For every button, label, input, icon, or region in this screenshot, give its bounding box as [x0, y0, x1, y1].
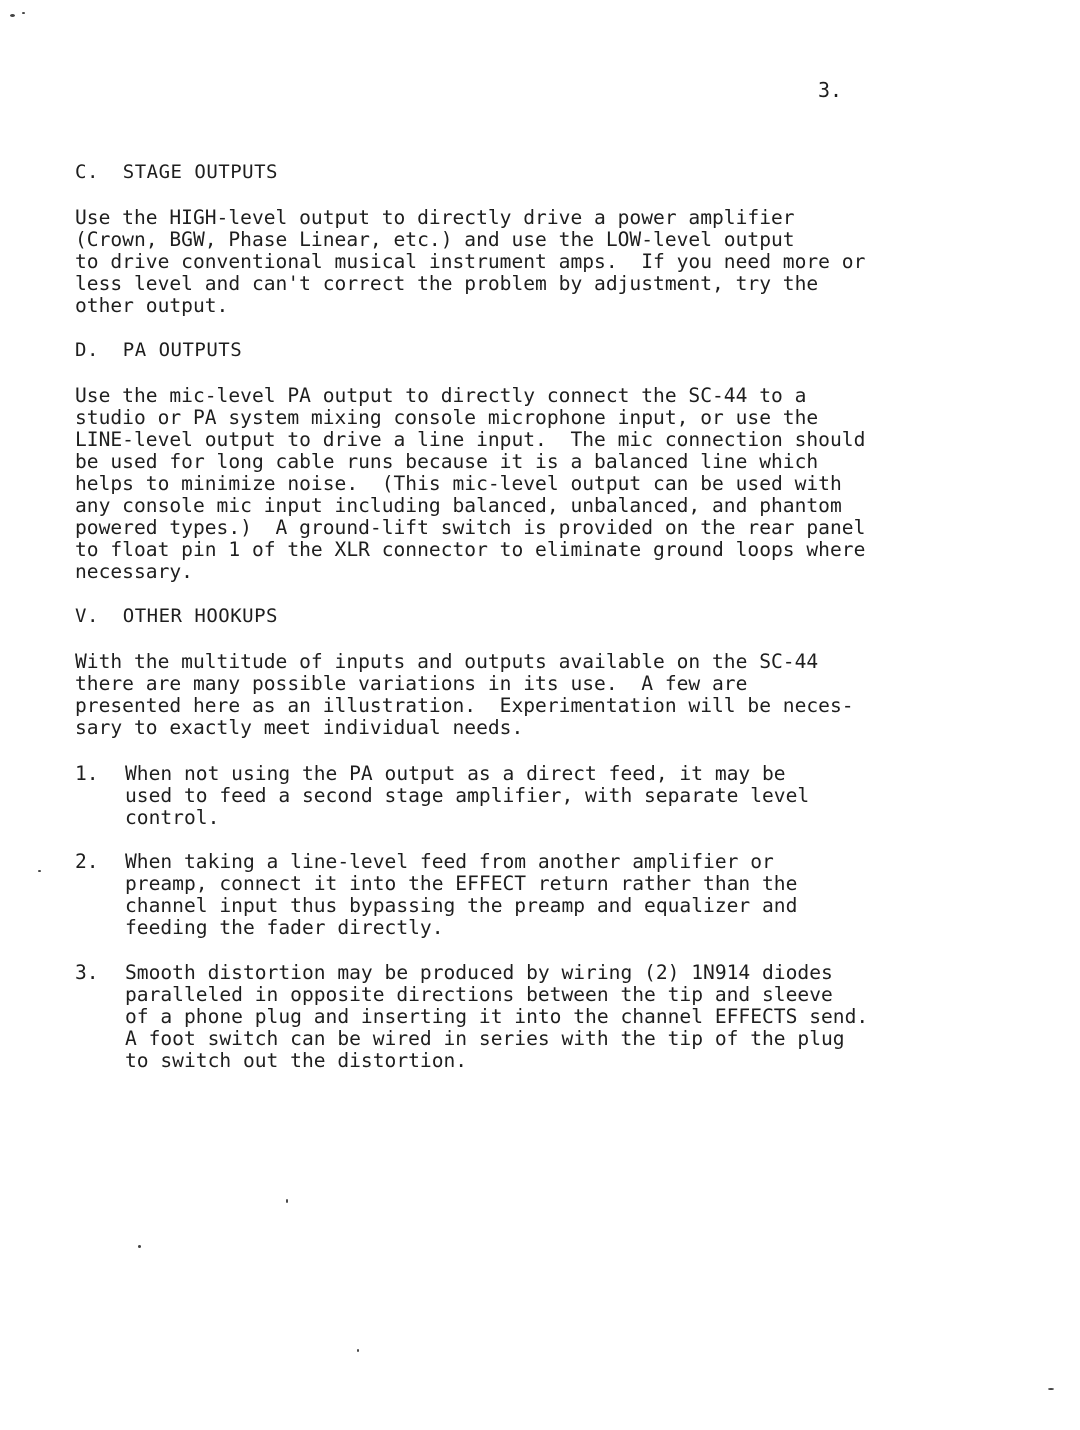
- scan-speck: [22, 12, 25, 14]
- list-item-text: When not using the PA output as a direct feed, it may be used to feed a second stage amplifier, with separate level control.: [125, 762, 810, 829]
- list-item-number: 2.: [75, 850, 99, 873]
- section-heading-pa-outputs: D. PA OUTPUTS: [75, 339, 243, 361]
- section-heading-stage-outputs: C. STAGE OUTPUTS: [75, 161, 278, 183]
- scan-speck: [286, 1199, 288, 1203]
- section-heading-other-hookups: V. OTHER HOOKUPS: [75, 605, 278, 627]
- scan-speck: [10, 14, 15, 17]
- scan-speck: [138, 1245, 141, 1248]
- list-item-number: 3.: [75, 961, 99, 984]
- scan-speck: [38, 870, 41, 872]
- section-body-stage-outputs: Use the HIGH-level output to directly drive a power amplifier (Crown, BGW, Phase Linear, etc.) and use the LOW-level output to drive conventional musical instrument amps. If you need more or less level and can't correct the problem by adjustment, try the other output.: [75, 206, 866, 317]
- scan-speck: [1048, 1388, 1054, 1390]
- scan-speck: [357, 1349, 359, 1352]
- list-item-text: When taking a line-level feed from another amplifier or preamp, connect it into the EFFECT return rather than the channel input thus bypassing the preamp and equalizer and feeding the fader directly.: [125, 850, 798, 939]
- page-number: 3.: [818, 78, 843, 102]
- section-body-other-hookups: With the multitude of inputs and outputs available on the SC-44 there are many possible variations in its use. A few are presented here as an illustration. Experimentation will be neces- sary to exactly meet individual needs.: [75, 650, 854, 739]
- list-item-text: Smooth distortion may be produced by wiring (2) 1N914 diodes paralleled in opposite directions between the tip and sleeve of a phone plug and inserting it into the channel EFFECTS send. A foot switch can be wired in series with the tip of the plug to switch out the distortion.: [125, 961, 869, 1072]
- section-body-pa-outputs: Use the mic-level PA output to directly connect the SC-44 to a studio or PA system mixing console microphone input, or use the LINE-level output to drive a line input. The mic connection should be used for long cable runs because it is a balanced line which helps to minimize noise. (This mic-level output can be used with any console mic input including balanced, unbalanced, and phantom powered types.) A ground-lift switch is provided on the rear panel to float pin 1 of the XLR connector to eliminate ground loops where necessary.: [75, 384, 866, 583]
- list-item-number: 1.: [75, 762, 99, 785]
